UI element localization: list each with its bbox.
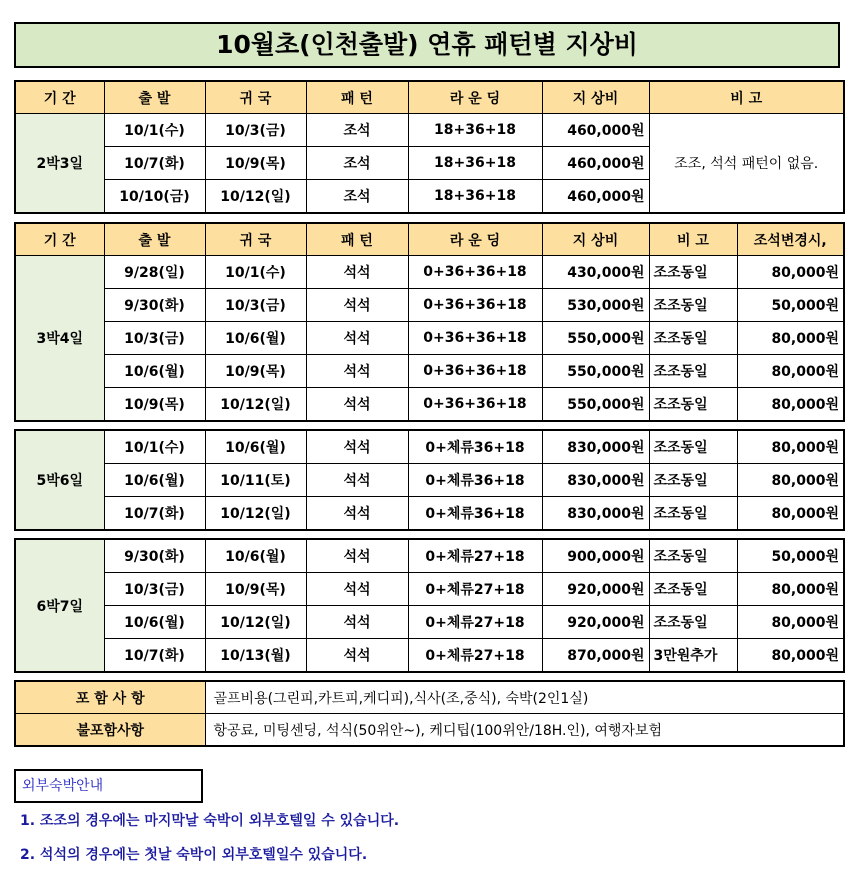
memo-cell: 조조동일 <box>649 289 737 322</box>
change-fee-cell: 80,000원 <box>737 464 844 497</box>
return-cell: 10/9(목) <box>205 573 306 606</box>
price-cell: 550,000원 <box>542 322 649 355</box>
inclusions-table <box>14 680 845 747</box>
pattern-cell: 조석 <box>306 114 408 147</box>
table-row <box>15 497 844 531</box>
col-period: 기 간 <box>15 81 104 114</box>
table-row <box>15 430 844 464</box>
pattern-cell: 석석 <box>306 256 408 289</box>
departure-cell: 10/1(수) <box>104 114 205 147</box>
return-cell: 10/11(토) <box>205 464 306 497</box>
departure-cell: 10/6(월) <box>104 464 205 497</box>
memo-cell: 3만원추가 <box>649 639 737 673</box>
departure-cell: 10/6(월) <box>104 606 205 639</box>
pattern-cell: 석석 <box>306 355 408 388</box>
change-fee-cell: 50,000원 <box>737 539 844 573</box>
period-cell: 6박7일 <box>15 539 104 672</box>
return-cell: 10/12(일) <box>205 606 306 639</box>
col-period: 기 간 <box>15 223 104 256</box>
rounding-cell: 0+체류36+18 <box>408 497 542 531</box>
table-6night <box>14 538 845 673</box>
departure-cell: 9/28(일) <box>104 256 205 289</box>
memo-cell: 조조동일 <box>649 497 737 531</box>
period-cell: 2박3일 <box>15 114 104 214</box>
col-pattern: 패 턴 <box>306 81 408 114</box>
table-row <box>15 639 844 673</box>
change-fee-cell: 80,000원 <box>737 388 844 422</box>
memo-cell: 조조동일 <box>649 388 737 422</box>
departure-cell: 10/7(화) <box>104 639 205 673</box>
table-row <box>15 322 844 355</box>
return-cell: 10/12(일) <box>205 388 306 422</box>
rounding-cell: 0+체류27+18 <box>408 639 542 673</box>
table-row <box>15 539 844 573</box>
return-cell: 10/6(월) <box>205 539 306 573</box>
col-pattern: 패 턴 <box>306 223 408 256</box>
return-cell: 10/6(월) <box>205 430 306 464</box>
price-cell: 870,000원 <box>542 639 649 673</box>
memo-cell: 조조동일 <box>649 606 737 639</box>
change-fee-cell: 80,000원 <box>737 573 844 606</box>
pattern-cell: 석석 <box>306 539 408 573</box>
departure-cell: 10/3(금) <box>104 573 205 606</box>
table-row <box>15 573 844 606</box>
period-cell: 5박6일 <box>15 430 104 530</box>
memo-cell: 조조동일 <box>649 539 737 573</box>
departure-cell: 10/3(금) <box>104 322 205 355</box>
change-fee-cell: 80,000원 <box>737 322 844 355</box>
pattern-cell: 석석 <box>306 573 408 606</box>
price-cell: 830,000원 <box>542 497 649 531</box>
memo-cell: 조조동일 <box>649 256 737 289</box>
col-return: 귀 국 <box>205 81 306 114</box>
col-rounding: 라 운 딩 <box>408 223 542 256</box>
rounding-cell: 18+36+18 <box>408 180 542 214</box>
col-price: 지 상비 <box>542 223 649 256</box>
table-5night <box>14 429 845 531</box>
table-row <box>15 114 844 147</box>
departure-cell: 10/6(월) <box>104 355 205 388</box>
return-cell: 10/13(월) <box>205 639 306 673</box>
memo-cell: 조조동일 <box>649 464 737 497</box>
table-row <box>15 256 844 289</box>
rounding-cell: 0+체류36+18 <box>408 430 542 464</box>
included-row <box>15 681 844 714</box>
departure-cell: 10/7(화) <box>104 497 205 531</box>
departure-cell: 9/30(화) <box>104 289 205 322</box>
excluded-text: 항공료, 미팅센딩, 석식(50위안~), 케디팁(100위안/18H.인), 여행자보험 <box>205 714 844 747</box>
rounding-cell: 0+체류36+18 <box>408 464 542 497</box>
price-cell: 460,000원 <box>542 180 649 214</box>
price-cell: 920,000원 <box>542 606 649 639</box>
rounding-cell: 0+36+36+18 <box>408 256 542 289</box>
departure-cell: 9/30(화) <box>104 539 205 573</box>
table-header <box>15 81 844 114</box>
change-fee-cell: 80,000원 <box>737 430 844 464</box>
price-cell: 830,000원 <box>542 464 649 497</box>
table-3night <box>14 222 845 422</box>
table-2night <box>14 80 845 214</box>
departure-cell: 10/10(금) <box>104 180 205 214</box>
rounding-cell: 0+체류27+18 <box>408 539 542 573</box>
change-fee-cell: 80,000원 <box>737 497 844 531</box>
price-cell: 830,000원 <box>542 430 649 464</box>
table-row <box>15 464 844 497</box>
col-price: 지 상비 <box>542 81 649 114</box>
price-cell: 550,000원 <box>542 388 649 422</box>
departure-cell: 10/1(수) <box>104 430 205 464</box>
price-cell: 530,000원 <box>542 289 649 322</box>
price-cell: 460,000원 <box>542 114 649 147</box>
pattern-cell: 석석 <box>306 289 408 322</box>
price-cell: 900,000원 <box>542 539 649 573</box>
table-row <box>15 388 844 422</box>
pattern-cell: 석석 <box>306 388 408 422</box>
change-fee-cell: 80,000원 <box>737 256 844 289</box>
price-cell: 550,000원 <box>542 355 649 388</box>
return-cell: 10/9(목) <box>205 355 306 388</box>
note-cell: 조조, 석석 패턴이 없음. <box>649 114 844 214</box>
col-note: 비 고 <box>649 81 844 114</box>
memo-cell: 조조동일 <box>649 355 737 388</box>
pattern-cell: 석석 <box>306 464 408 497</box>
return-cell: 10/6(월) <box>205 322 306 355</box>
return-cell: 10/12(일) <box>205 180 306 214</box>
rounding-cell: 0+체류27+18 <box>408 606 542 639</box>
pattern-cell: 석석 <box>306 497 408 531</box>
included-label: 포 함 사 항 <box>15 681 205 714</box>
pattern-cell: 석석 <box>306 606 408 639</box>
pattern-cell: 조석 <box>306 180 408 214</box>
rounding-cell: 18+36+18 <box>408 114 542 147</box>
outside-lodging-heading: 외부숙박안내 <box>14 769 203 803</box>
price-cell: 430,000원 <box>542 256 649 289</box>
pattern-cell: 석석 <box>306 322 408 355</box>
table-row <box>15 606 844 639</box>
col-rounding: 라 운 딩 <box>408 81 542 114</box>
price-cell: 920,000원 <box>542 573 649 606</box>
rounding-cell: 0+36+36+18 <box>408 388 542 422</box>
col-change-fee: 조석변경시, <box>737 223 844 256</box>
memo-cell: 조조동일 <box>649 322 737 355</box>
price-cell: 460,000원 <box>542 147 649 180</box>
rounding-cell: 0+체류27+18 <box>408 573 542 606</box>
excluded-row <box>15 714 844 747</box>
pattern-cell: 석석 <box>306 639 408 673</box>
table-row <box>15 289 844 322</box>
rounding-cell: 0+36+36+18 <box>408 355 542 388</box>
rounding-cell: 0+36+36+18 <box>408 289 542 322</box>
pattern-cell: 조석 <box>306 147 408 180</box>
return-cell: 10/12(일) <box>205 497 306 531</box>
included-text: 골프비용(그린피,카트피,케디피),식사(조,중식), 숙박(2인1실) <box>205 681 844 714</box>
rounding-cell: 18+36+18 <box>408 147 542 180</box>
change-fee-cell: 80,000원 <box>737 355 844 388</box>
return-cell: 10/9(목) <box>205 147 306 180</box>
table-row <box>15 355 844 388</box>
col-departure: 출 발 <box>104 223 205 256</box>
col-note: 비 고 <box>649 223 737 256</box>
memo-cell: 조조동일 <box>649 573 737 606</box>
excluded-label: 불포함사항 <box>15 714 205 747</box>
period-cell: 3박4일 <box>15 256 104 422</box>
outside-lodging-note: 1. 조조의 경우에는 마지막날 숙박이 외부호텔일 수 있습니다. <box>20 813 400 829</box>
pattern-cell: 석석 <box>306 430 408 464</box>
table-header <box>15 223 844 256</box>
col-return: 귀 국 <box>205 223 306 256</box>
change-fee-cell: 80,000원 <box>737 639 844 673</box>
page-title: 10월초(인천출발) 연휴 패턴별 지상비 <box>14 22 840 68</box>
change-fee-cell: 50,000원 <box>737 289 844 322</box>
outside-lodging-note: 2. 석석의 경우에는 첫날 숙박이 외부호텔일수 있습니다. <box>20 847 368 863</box>
change-fee-cell: 80,000원 <box>737 606 844 639</box>
return-cell: 10/3(금) <box>205 289 306 322</box>
return-cell: 10/3(금) <box>205 114 306 147</box>
departure-cell: 10/7(화) <box>104 147 205 180</box>
memo-cell: 조조동일 <box>649 430 737 464</box>
col-departure: 출 발 <box>104 81 205 114</box>
return-cell: 10/1(수) <box>205 256 306 289</box>
departure-cell: 10/9(목) <box>104 388 205 422</box>
rounding-cell: 0+36+36+18 <box>408 322 542 355</box>
